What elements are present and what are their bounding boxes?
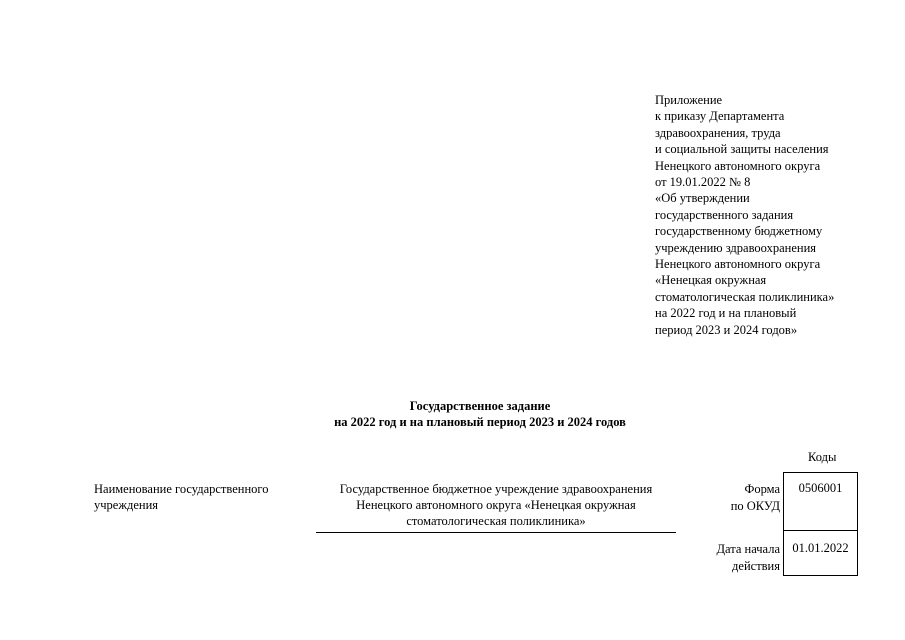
okud-code: 0506001 [798, 481, 843, 495]
start-date-label [716, 541, 780, 575]
document-title [0, 398, 905, 430]
okud-form-label-line2: по ОКУД [730, 499, 780, 513]
codes-divider [784, 530, 857, 531]
title-line-2: на 2022 год и на плановый период 2023 и 2024 годов [334, 415, 626, 429]
codes-header: Коды [808, 450, 837, 464]
appendix-line: здравоохранения, труда [655, 125, 781, 140]
appendix-block [655, 92, 834, 338]
okud-form-label-line1: Форма [744, 482, 780, 496]
start-date-label-line1: Дата начала [716, 542, 780, 556]
start-date-label-line2: действия [732, 559, 780, 573]
start-date-value: 01.01.2022 [792, 541, 849, 555]
appendix-line: государственного задания [655, 207, 794, 222]
appendix-line: «Об утверждении [655, 191, 750, 206]
appendix-line: учреждению здравоохранения [655, 240, 817, 255]
institution-underline [316, 532, 676, 533]
appendix-line: на 2022 год и на плановый [655, 306, 797, 321]
appendix-line: к приказу Департамента [655, 109, 785, 124]
okud-form-label [731, 481, 780, 515]
appendix-line: от 19.01.2022 № 8 [655, 175, 751, 190]
appendix-line: Ненецкого автономного округа [655, 158, 821, 173]
institution-name: Государственное бюджетное учреждение здравоохранения Ненецкого автономного округа «Ненецкая окружная стоматологическая поликлиника» [339, 482, 653, 528]
appendix-line: Приложение [655, 93, 723, 107]
title-line-1: Государственное задание [409, 399, 551, 413]
appendix-line: период 2023 и 2024 годов» [655, 322, 798, 337]
appendix-line: Ненецкого автономного округа [655, 257, 821, 272]
institution-label: Наименование государственного учреждения [94, 482, 269, 512]
codes-table [783, 472, 858, 576]
appendix-line: «Ненецкая окружная [655, 273, 767, 288]
appendix-line: и социальной защиты населения [655, 142, 829, 157]
appendix-line: стоматологическая поликлиника» [655, 289, 835, 304]
appendix-line: государственному бюджетному [655, 224, 823, 239]
